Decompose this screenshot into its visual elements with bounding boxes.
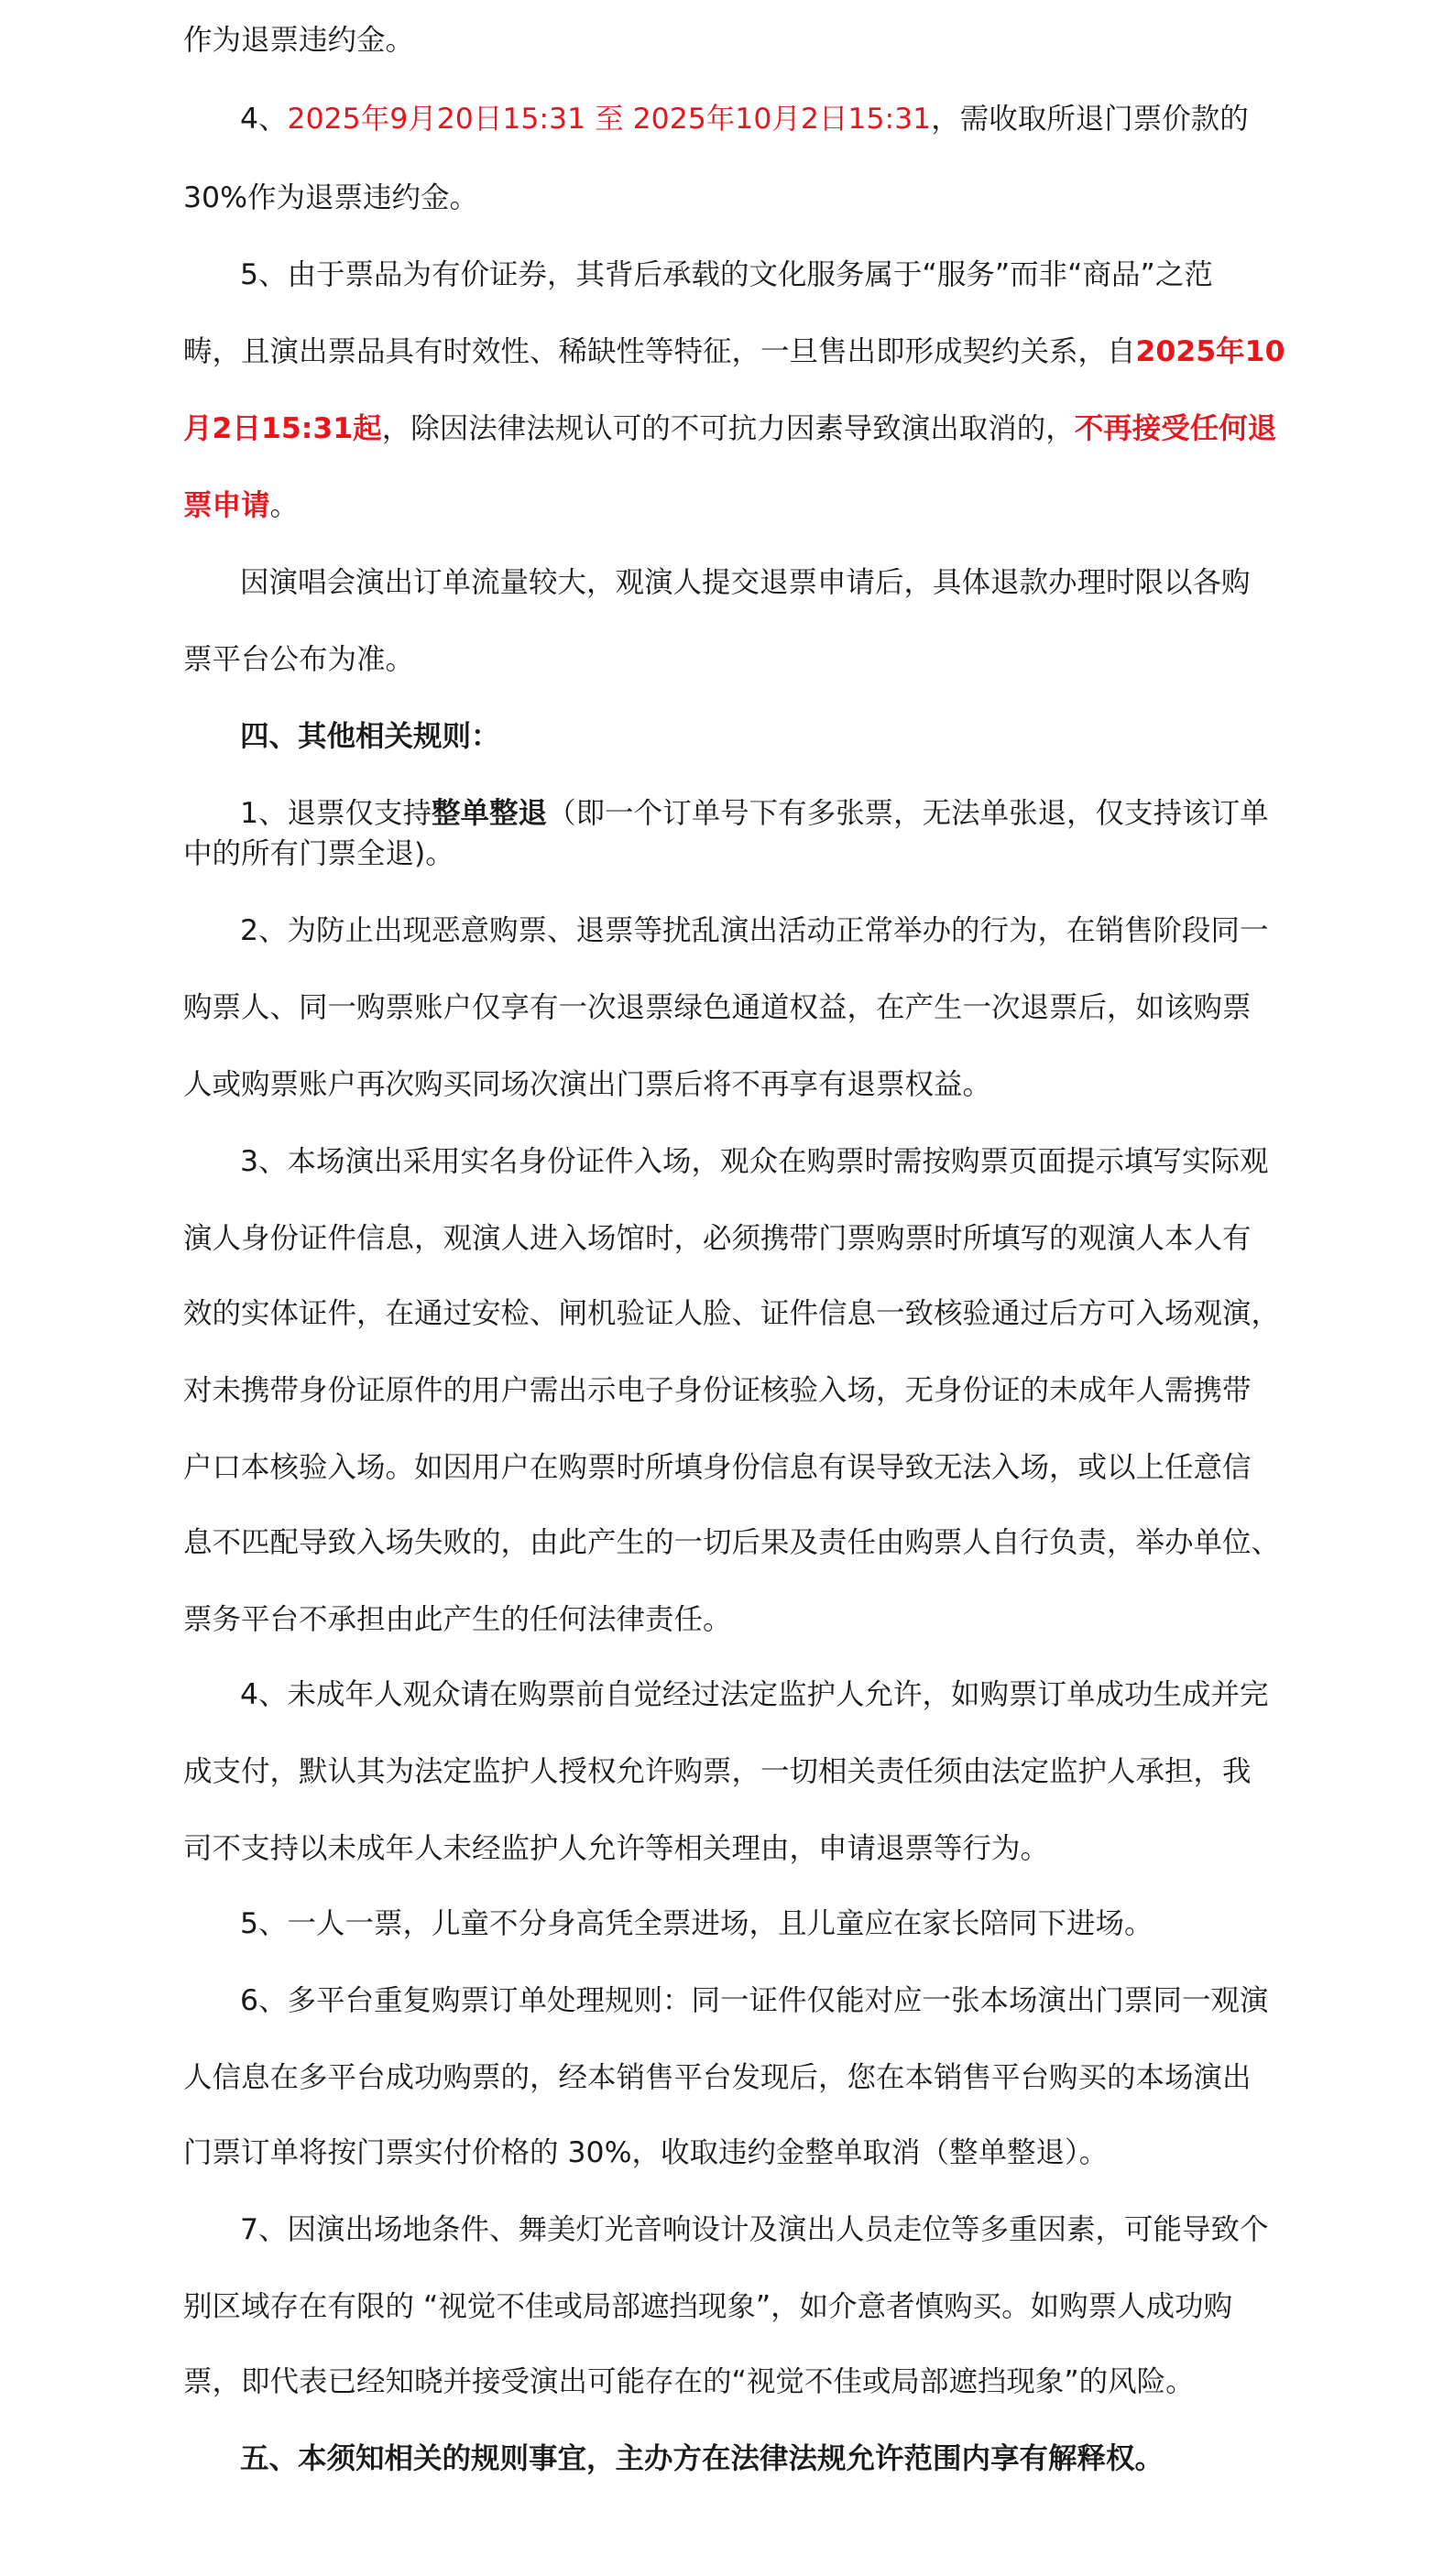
text: 人信息在多平台成功购票的，经本销售平台发现后，您在本销售平台购买的本场演出 bbox=[183, 2061, 1252, 2094]
text: 。 bbox=[269, 489, 300, 522]
text: 中的所有门票全退)。 bbox=[183, 837, 454, 870]
text: 1、退票仅支持 bbox=[240, 797, 432, 830]
paragraph-line bbox=[240, 2211, 1269, 2248]
paragraph-line bbox=[183, 180, 478, 216]
text: 票务平台不承担由此产生的任何法律责任。 bbox=[183, 1603, 732, 1636]
text: 票，即代表已经知晓并接受演出可能存在的“视觉不佳或局部遮挡现象”的风险。 bbox=[183, 2365, 1195, 2398]
emphasis-text: 整单整退 bbox=[432, 797, 548, 830]
paragraph-line bbox=[183, 1066, 991, 1103]
text: 7、因演出场地条件、舞美灯光音响设计及演出人员走位等多重因素，可能导致个 bbox=[240, 2213, 1269, 2246]
paragraph-line bbox=[183, 22, 414, 59]
paragraph-line bbox=[240, 1905, 1153, 1942]
text: 2、为防止出现恶意购票、退票等扰乱演出活动正常举办的行为，在销售阶段同一 bbox=[240, 914, 1269, 947]
paragraph-line bbox=[183, 2288, 1232, 2325]
paragraph-line bbox=[183, 2134, 1108, 2171]
paragraph-line bbox=[183, 333, 1285, 370]
paragraph-line bbox=[240, 101, 1249, 137]
text: ，除因法律法规认可的不可抗力因素导致演出取消的， bbox=[381, 412, 1075, 445]
paragraph-line bbox=[240, 1676, 1269, 1713]
text: 对未携带身份证原件的用户需出示电子身份证核验入场，无身份证的未成年人需携带 bbox=[183, 1374, 1252, 1407]
text: 司不支持以未成年人未经监护人允许等相关理由，申请退票等行为。 bbox=[183, 1832, 1050, 1865]
text: 户口本核验入场。如因用户在购票时所填身份信息有误导致无法入场，或以上任意信 bbox=[183, 1451, 1252, 1484]
text: 成支付，默认其为法定监护人授权允许购票，一切相关责任须由法定监护人承担，我 bbox=[183, 1755, 1252, 1788]
paragraph-line bbox=[240, 1143, 1269, 1180]
heading-text: 五、本须知相关的规则事宜，主办方在法律法规允许范围内享有解释权。 bbox=[240, 2442, 1164, 2475]
paragraph-line bbox=[183, 835, 454, 872]
paragraph-line bbox=[183, 1601, 732, 1638]
paragraph-line bbox=[183, 1220, 1252, 1257]
text: 门票订单将按门票实付价格的 30%，收取违约金整单取消（整单整退）。 bbox=[183, 2136, 1109, 2169]
paragraph-line bbox=[183, 1449, 1252, 1486]
text: 票平台公布为准。 bbox=[183, 643, 415, 676]
text: 6、多平台重复购票订单处理规则：同一证件仅能对应一张本场演出门票同一观演 bbox=[240, 1984, 1269, 2017]
paragraph-line bbox=[183, 1524, 1280, 1561]
text: 3、本场演出采用实名身份证件入场，观众在购票时需按购票页面提示填写实际观 bbox=[240, 1145, 1269, 1178]
text: 畴，且演出票品具有时效性、稀缺性等特征，一旦售出即形成契约关系，自 bbox=[183, 335, 1136, 368]
section-heading bbox=[240, 2440, 1164, 2477]
text: 人或购票账户再次购买同场次演出门票后将不再享有退票权益。 bbox=[183, 1068, 992, 1101]
paragraph-line bbox=[183, 2059, 1252, 2096]
text: 因演唱会演出订单流量较大，观演人提交退票申请后，具体退款办理时限以各购 bbox=[240, 566, 1251, 599]
paragraph-line bbox=[183, 2363, 1195, 2400]
text: 30%作为退票违约金。 bbox=[183, 181, 479, 214]
text: 演人身份证件信息，观演人进入场馆时，必须携带门票购票时所填写的观演人本人有 bbox=[183, 1222, 1252, 1255]
highlighted-warning: 不再接受任何退 bbox=[1074, 412, 1277, 445]
heading-text: 四、其他相关规则： bbox=[240, 720, 500, 753]
text: 息不匹配导致入场失败的，由此产生的一切后果及责任由购票人自行负责，举办单位、 bbox=[183, 1526, 1281, 1559]
paragraph-line bbox=[183, 487, 299, 524]
text: ，需收取所退门票价款的 bbox=[931, 103, 1249, 136]
section-heading bbox=[240, 718, 500, 755]
text: 别区域存在有限的 “视觉不佳或局部遮挡现象”，如介意者慎购买。如购票人成功购 bbox=[183, 2290, 1233, 2323]
paragraph-line bbox=[183, 1830, 1049, 1867]
highlighted-date: 月2日15:31起 bbox=[183, 412, 382, 445]
paragraph-line bbox=[183, 989, 1252, 1026]
highlighted-warning: 票申请 bbox=[183, 489, 270, 522]
paragraph-line bbox=[240, 257, 1213, 293]
text: 购票人、同一购票账户仅享有一次退票绿色通道权益，在产生一次退票后，如该购票 bbox=[183, 991, 1252, 1024]
paragraph-line bbox=[240, 1982, 1269, 2019]
paragraph-line bbox=[183, 1295, 1280, 1332]
paragraph-line bbox=[240, 564, 1251, 601]
paragraph-line bbox=[240, 795, 1269, 832]
highlighted-date-range: 2025年9月20日15:31 至 2025年10月2日15:31 bbox=[287, 103, 932, 136]
paragraph-line bbox=[183, 1372, 1252, 1409]
paragraph-line bbox=[183, 641, 414, 678]
highlighted-date: 2025年10 bbox=[1135, 335, 1285, 368]
text: （即一个订单号下有多张票，无法单张退，仅支持该订单 bbox=[547, 797, 1269, 830]
text: 4、未成年人观众请在购票前自觉经过法定监护人允许，如购票订单成功生成并完 bbox=[240, 1678, 1269, 1711]
paragraph-line bbox=[183, 1753, 1252, 1790]
text: 5、一人一票，儿童不分身高凭全票进场，且儿童应在家长陪同下进场。 bbox=[240, 1907, 1153, 1940]
paragraph-line bbox=[240, 912, 1269, 949]
paragraph-line bbox=[183, 410, 1276, 447]
text: 5、由于票品为有价证券，其背后承载的文化服务属于“服务”而非“商品”之范 bbox=[240, 258, 1213, 291]
text: 4、 bbox=[240, 103, 288, 136]
text: 作为退票违约金。 bbox=[183, 24, 415, 57]
text: 效的实体证件，在通过安检、闸机验证人脸、证件信息一致核验通过后方可入场观演， bbox=[183, 1297, 1281, 1330]
